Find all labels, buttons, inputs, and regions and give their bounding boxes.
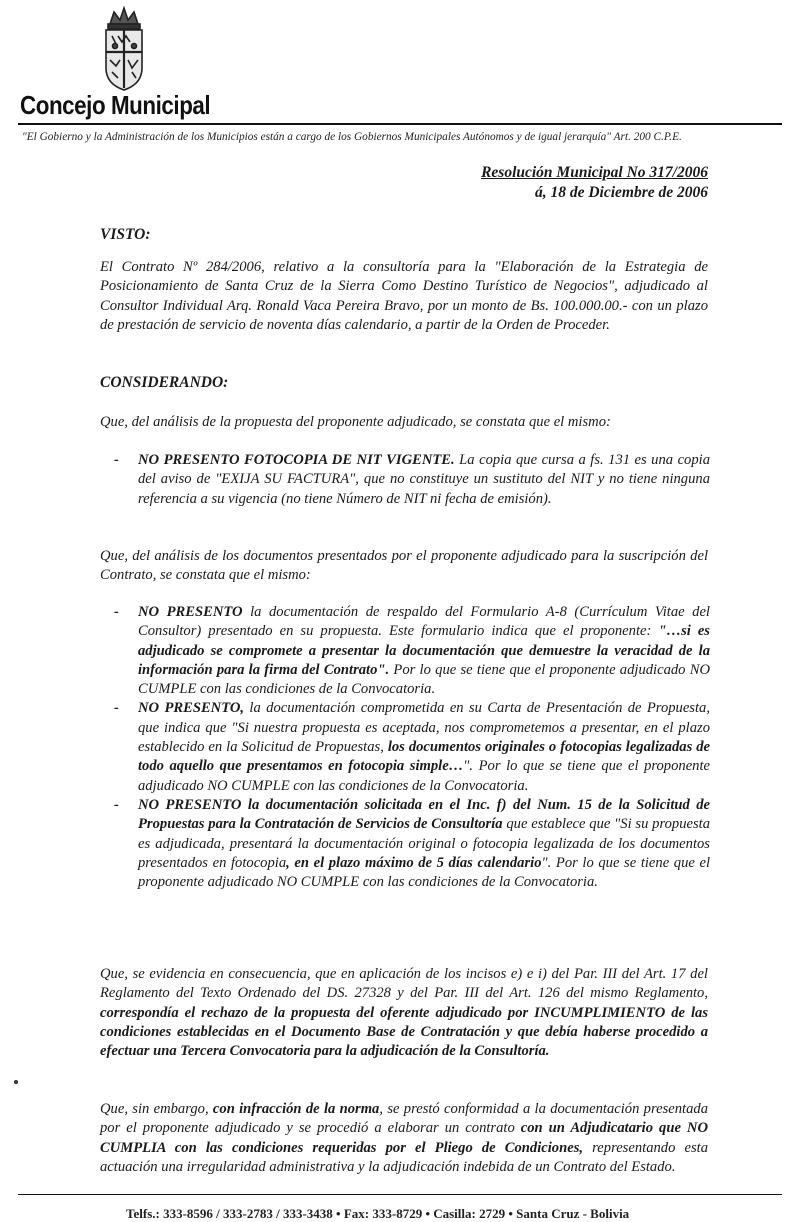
bullet-dash: -	[114, 452, 119, 468]
considerando-paragraph-3	[100, 965, 708, 1061]
paragraph-text: Que, se evidencia en consecuencia, que en aplicación de los incisos e) e i) del Par. III del Art. 17 del Reglamento del Texto Ordenado del DS. 27328 y del Par. III del Art. 126 del mismo Reglamento,	[100, 966, 708, 1002]
bullet-dash: -	[114, 796, 119, 813]
item-text: la documentación comprometida en su Carta de Presentación de Propuesta, que indica que "Si nuestra propuesta es aceptada, nos comprometemos a presentar, en el plazo establecido en la Solicitud de Propuestas,	[138, 700, 710, 756]
header-divider	[18, 123, 782, 125]
list-item	[114, 796, 711, 892]
item-text: ". Por lo que se tiene que el proponente adjudicado NO CUMPLE con las condiciones de la Convocatoria.	[138, 758, 710, 794]
footer-contact: Telfs.: 333-8596 / 333-2783 / 333-3438 • Fax: 333-8729 • Casilla: 2729 • Santa Cruz - Bolivia	[126, 1206, 630, 1221]
item-bold: los documentos originales o fotocopias legalizadas de todo aquello que presentamos en fotocopia simple…	[138, 739, 710, 775]
item-bold: NO PRESENTO	[138, 604, 243, 620]
organization-name: Concejo Municipal	[20, 90, 211, 120]
item-text: ". Por lo que se tiene que el proponente adjudicado NO CUMPLE con las condiciones de la Convocatoria.	[138, 854, 711, 891]
bullet-dash: -	[114, 604, 119, 620]
paragraph-bold: con un Adjudicatario que NO CUMPLIA con las condiciones requeridas por el Pliego de Condiciones,	[100, 1120, 708, 1156]
visto-heading: VISTO:	[100, 226, 151, 243]
nit-item	[114, 451, 710, 509]
scan-speck	[14, 1080, 18, 1084]
resolution-block	[481, 163, 708, 203]
list-item	[114, 451, 710, 509]
considerando-heading: CONSIDERANDO:	[100, 374, 229, 391]
paragraph-text: Que, sin embargo,	[100, 1101, 213, 1117]
resolution-date: á, 18 de Diciembre de 2006	[534, 184, 708, 201]
resolution-title: Resolución Municipal No 317/2006	[481, 164, 708, 181]
footer-divider	[18, 1194, 782, 1195]
paragraph-bold: correspondía el rechazo de la propuesta del oferente adjudicado por INCUMPLIMIENTO de las condiciones establecidas en el Documento Base de Contratación y que debía haberse procedido a efectuar una Tercera Convocatoria para la adjudicación de la Consultoría.	[100, 1004, 708, 1060]
considerando-paragraph-4	[100, 1100, 708, 1177]
item-text: que establece que "Si su propuesta es adjudicada, presentará la documentación original o fotocopia legalizada de los documentos presentados en fotocopia	[138, 816, 710, 871]
item-bold: NO PRESENTO la documentación solicitada en el Inc. f) del Num. 15 de la Solicitud de Propuestas para la Contratación de Servicios de Consultoría	[138, 796, 710, 833]
visto-paragraph: El Contrato Nº 284/2006, relativo a la consultoría para la "Elaboración de la Estrategia de Posicionamiento de Santa Cruz de la Sierra Como Destino Turístico de Negocios", adjudicado al Consultor Individual Arq. Ronald Vaca Pereira Bravo, por un monto de Bs. 100.000.00.- con un plazo de prestación de servicio de noventa días calendario, a partir de la Orden de Proceder.	[100, 259, 708, 333]
item-bold: , en el plazo máximo de 5 días calendario	[286, 854, 542, 871]
paragraph-text: , se prestó conformidad a la documentación presentada por el proponente adjudicado y se procedió a elaborar un contrato	[100, 1101, 708, 1137]
item-bold: "…si es adjudicado se compromete a presentar la documentación que demuestre la veracidad de la información para la firma del Contrato".	[138, 623, 710, 678]
considerando-paragraph-2: Que, del análisis de los documentos presentados por el proponente adjudicado para la suscripción del Contrato, se constata que el mismo:	[100, 548, 708, 584]
paragraph-bold: con infracción de la norma	[212, 1101, 380, 1117]
paragraph-text: representando esta actuación una irregularidad administrativa y la adjudicación indebida de un Contrato del Estado.	[100, 1139, 709, 1175]
list-item	[114, 699, 710, 795]
item-text: La copia que cursa a fs. 131 es una copia del aviso de "EXIJA SU FACTURA", que no constituye un sustituto del NIT y no tiene ninguna referencia a su vigencia (no tiene Número de NIT ni fecha de emisión).	[138, 452, 710, 507]
item-bold: NO PRESENTO,	[138, 700, 245, 717]
bullet-dash: -	[114, 700, 119, 717]
documents-list	[114, 603, 711, 892]
header-motto: "El Gobierno y la Administración de los Municipios están a cargo de los Gobiernos Municipales Autónomos y de igual jerarquía" Art. 200 C.P.E.	[22, 131, 682, 143]
list-item	[114, 603, 710, 699]
item-bold: NO PRESENTO FOTOCOPIA DE NIT VIGENTE.	[138, 452, 455, 468]
coat-of-arms-icon	[98, 6, 150, 92]
considerando-paragraph-1: Que, del análisis de la propuesta del proponente adjudicado, se constata que el mismo:	[100, 414, 611, 430]
item-text: Por lo que se tiene que el proponente adjudicado NO CUMPLE con las condiciones de la Convocatoria.	[138, 661, 710, 698]
item-text: la documentación de respaldo del Formulario A-8 (Currículum Vitae del Consultor) presentado en su propuesta. Este formulario indica que el proponente:	[138, 604, 710, 640]
